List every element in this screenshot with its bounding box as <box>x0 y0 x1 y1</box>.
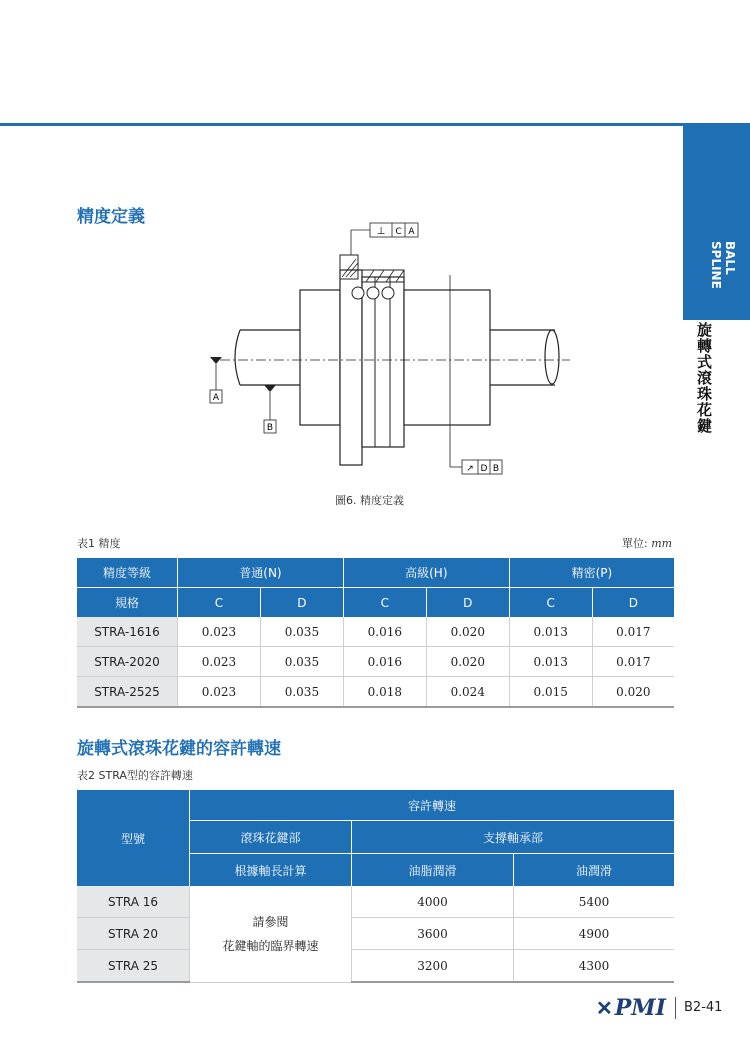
datum-a: A <box>212 393 220 403</box>
table-row <box>77 677 674 708</box>
datum-b-triangle <box>264 385 276 392</box>
unit-label: 單位: <box>622 537 648 550</box>
cell: 0.016 <box>343 617 426 647</box>
calc-header: 根據軸長計算 <box>190 854 352 887</box>
oil-header: 油潤滑 <box>514 854 675 887</box>
refer-line-2: 花鍵軸的臨界轉速 <box>222 938 319 953</box>
row-model: STRA-2020 <box>77 647 178 677</box>
housing-right <box>404 290 490 425</box>
bearing-outer <box>362 277 404 447</box>
grade-precision: 精密(P) <box>509 558 674 588</box>
cell: 0.013 <box>509 617 592 647</box>
table2-label: 表2 STRA型的容許轉速 <box>77 769 193 782</box>
cell: 0.035 <box>260 617 343 647</box>
runout-symbol: ↗ <box>466 464 474 474</box>
cell: 0.016 <box>343 647 426 677</box>
section-title-speed: 旋轉式滾珠花鍵的容許轉速 <box>77 739 281 759</box>
table1-label: 表1 精度 <box>77 537 121 550</box>
side-tab <box>683 126 750 320</box>
cell: 0.020 <box>592 677 674 708</box>
grade-header: 精度等級 <box>77 558 178 588</box>
side-tab-title: 旋轉式滾珠花鍵 <box>695 322 713 434</box>
grade-high: 高級(H) <box>343 558 509 588</box>
row-model: STRA-1616 <box>77 617 178 647</box>
col-c: C <box>343 588 426 618</box>
cell: 0.017 <box>592 647 674 677</box>
datum-b: B <box>266 423 274 433</box>
cell: 0.023 <box>178 647 261 677</box>
shaft-right-end <box>545 330 559 384</box>
perp-ref2: A <box>408 227 415 237</box>
cell: 0.023 <box>178 677 261 708</box>
runout-ref1: D <box>480 464 488 474</box>
runout-ref2: B <box>492 464 500 474</box>
accuracy-diagram <box>200 215 580 490</box>
ball-1 <box>352 287 364 299</box>
cell-oil: 4300 <box>514 950 675 983</box>
col-d: D <box>426 588 509 618</box>
cell-grease: 4000 <box>352 886 514 918</box>
cell-grease: 3200 <box>352 950 514 983</box>
table-row <box>77 918 674 950</box>
col-d: D <box>260 588 343 618</box>
table-row <box>77 886 674 918</box>
shaft-left-end <box>235 330 240 385</box>
side-tab-english: BALL SPLINE <box>709 241 737 289</box>
perp-ref1: C <box>395 227 402 237</box>
allow-header: 容許轉速 <box>190 790 675 821</box>
datum-a-triangle <box>210 357 222 364</box>
table-row <box>77 950 674 983</box>
section-title-accuracy: 精度定義 <box>77 207 145 227</box>
cell: 0.017 <box>592 617 674 647</box>
cell: 0.013 <box>509 647 592 677</box>
pmi-logo-text: PMI <box>614 995 666 1021</box>
top-rule <box>0 123 750 126</box>
figure-caption: 圖6. 精度定義 <box>335 494 404 507</box>
row-model: STRA 16 <box>77 886 190 918</box>
col-d: D <box>592 588 674 618</box>
spec-header: 規格 <box>77 588 178 618</box>
unit-value: mm <box>651 537 673 550</box>
row-model: STRA-2525 <box>77 677 178 708</box>
model-header: 型號 <box>77 790 190 886</box>
perp-symbol: ⊥ <box>376 226 386 237</box>
cell: 0.015 <box>509 677 592 708</box>
cell-oil: 4900 <box>514 918 675 950</box>
cell: 0.023 <box>178 617 261 647</box>
table-row <box>77 647 674 677</box>
refer-note <box>190 886 352 982</box>
footer-divider <box>675 997 676 1019</box>
col-c: C <box>178 588 261 618</box>
grade-normal: 普通(N) <box>178 558 344 588</box>
cell: 0.020 <box>426 647 509 677</box>
cell-grease: 3600 <box>352 918 514 950</box>
accuracy-table <box>77 558 674 708</box>
row-model: STRA 20 <box>77 918 190 950</box>
shaft-left <box>240 330 300 385</box>
ball-3 <box>382 287 394 299</box>
bearing-part-header: 支撐軸承部 <box>352 821 675 854</box>
pmi-logo-mark-icon: ✕ <box>596 996 613 1020</box>
pmi-logo <box>596 995 666 1021</box>
table1-unit <box>622 535 672 551</box>
cell-oil: 5400 <box>514 886 675 918</box>
cell: 0.018 <box>343 677 426 708</box>
speed-table <box>77 790 674 983</box>
col-c: C <box>509 588 592 618</box>
page-number: B2-41 <box>684 1000 723 1015</box>
refer-line-1: 請參閱 <box>252 914 289 929</box>
cell: 0.035 <box>260 647 343 677</box>
cell: 0.020 <box>426 617 509 647</box>
spline-part-header: 滾珠花鍵部 <box>190 821 352 854</box>
cell: 0.035 <box>260 677 343 708</box>
grease-header: 油脂潤滑 <box>352 854 514 887</box>
table-row <box>77 617 674 647</box>
row-model: STRA 25 <box>77 950 190 983</box>
cell: 0.024 <box>426 677 509 708</box>
housing-left <box>300 290 340 425</box>
ball-2 <box>367 287 379 299</box>
